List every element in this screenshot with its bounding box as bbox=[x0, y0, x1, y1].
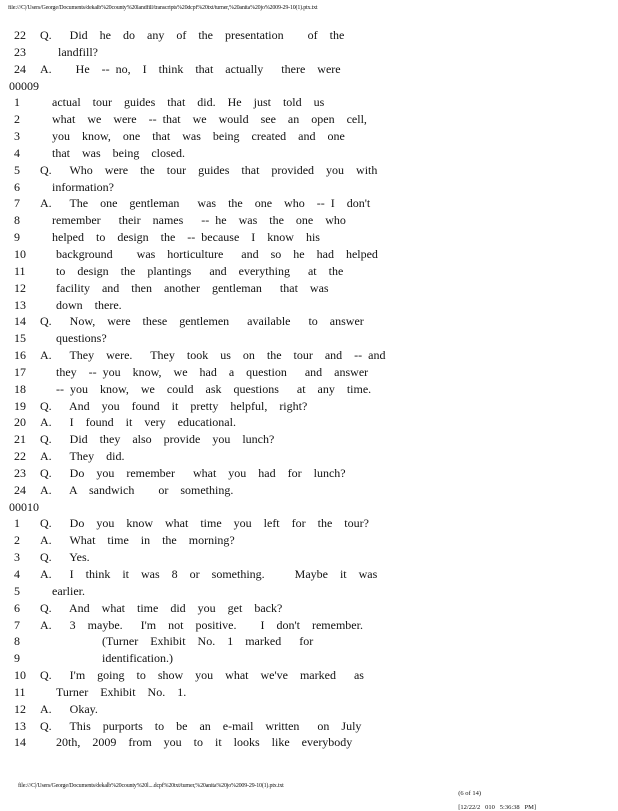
line-number: 10 bbox=[14, 668, 26, 683]
transcript-line bbox=[0, 566, 618, 583]
transcript-line bbox=[0, 499, 618, 516]
line-number: 2 bbox=[14, 533, 20, 548]
line-number: 6 bbox=[14, 179, 20, 194]
transcript-line bbox=[0, 364, 618, 381]
transcript-line bbox=[0, 27, 618, 44]
line-number: 13 bbox=[14, 718, 26, 733]
line-number: 22 bbox=[14, 28, 26, 42]
file-path-header: file:///C|/Users/George/Documents/dekalb%20county%20landfill/transcripts%20dcpf%20txt/turner,%20anita%20jo%2009-29-10(1).ptx.txt bbox=[8, 5, 318, 11]
line-text: A. The one gentleman was the one who -- I don't bbox=[40, 196, 371, 211]
line-number: 23 bbox=[14, 44, 26, 59]
line-text: Q. This purports to be an e-mail written on July bbox=[40, 718, 362, 733]
line-text: Q. And you found it pretty helpful, right? bbox=[40, 398, 308, 413]
line-number: 19 bbox=[14, 398, 26, 413]
line-number: 4 bbox=[14, 567, 20, 581]
line-number: 17 bbox=[14, 364, 26, 379]
line-text: Q. Do you remember what you had for lunch? bbox=[40, 465, 346, 480]
transcript-line bbox=[0, 701, 618, 718]
line-text: Q. Yes. bbox=[40, 550, 90, 565]
line-text: A. I think it was 8 or something. Maybe it was bbox=[40, 567, 378, 581]
line-text: 20th, 2009 from you to it looks like everybody bbox=[56, 735, 353, 750]
line-number: 2 bbox=[14, 112, 20, 127]
line-number: 24 bbox=[14, 482, 26, 497]
line-text: that was being closed. bbox=[52, 145, 185, 160]
transcript-line bbox=[0, 246, 618, 263]
line-text: landfill? bbox=[58, 44, 98, 59]
line-number: 7 bbox=[14, 196, 20, 211]
transcript-line bbox=[0, 145, 618, 162]
line-text: -- you know, we could ask questions at any time. bbox=[56, 381, 372, 396]
transcript-line bbox=[0, 297, 618, 314]
transcript-line bbox=[0, 734, 618, 751]
transcript-body bbox=[0, 27, 618, 751]
line-text: helped to design the -- because I know his bbox=[52, 230, 320, 245]
transcript-line bbox=[0, 61, 618, 78]
line-number: 20 bbox=[14, 415, 26, 430]
transcript-line bbox=[0, 583, 618, 600]
line-number: 3 bbox=[14, 550, 20, 565]
line-number: 11 bbox=[14, 684, 26, 699]
transcript-line bbox=[0, 44, 618, 61]
line-text: A. 3 maybe. I'm not positive. I don't remember. bbox=[40, 617, 363, 632]
line-text: Q. I'm going to show you what we've marked as bbox=[40, 668, 364, 683]
transcript-line bbox=[0, 212, 618, 229]
transcript-line bbox=[0, 515, 618, 532]
transcript-line bbox=[0, 398, 618, 415]
line-text: facility and then another gentleman that was bbox=[56, 280, 329, 295]
line-text: Q. Who were the tour guides that provided you with bbox=[40, 162, 378, 177]
transcript-line bbox=[0, 482, 618, 499]
line-number: 22 bbox=[14, 449, 26, 464]
page-number: 00009 bbox=[9, 78, 39, 93]
line-number: 15 bbox=[14, 331, 26, 346]
line-number: 8 bbox=[14, 634, 20, 649]
transcript-line bbox=[0, 128, 618, 145]
line-text: information? bbox=[52, 179, 114, 194]
line-number: 3 bbox=[14, 129, 20, 144]
line-number: 6 bbox=[14, 600, 20, 615]
line-number: 16 bbox=[14, 348, 26, 363]
line-number: 9 bbox=[14, 651, 20, 666]
line-text: Q. Do you know what time you left for the tour? bbox=[40, 516, 369, 531]
line-text: identification.) bbox=[102, 651, 173, 666]
transcript-line bbox=[0, 431, 618, 448]
line-number: 1 bbox=[14, 516, 20, 531]
line-number: 1 bbox=[14, 95, 20, 110]
transcript-line bbox=[0, 347, 618, 364]
line-text: actual tour guides that did. He just told us bbox=[52, 95, 325, 110]
line-number: 12 bbox=[14, 280, 26, 295]
line-number: 12 bbox=[14, 701, 26, 716]
line-number: 7 bbox=[14, 617, 20, 632]
line-number: 13 bbox=[14, 297, 26, 312]
transcript-line bbox=[0, 600, 618, 617]
line-text: earlier. bbox=[52, 583, 85, 598]
line-text: A. Okay. bbox=[40, 701, 98, 716]
transcript-line bbox=[0, 313, 618, 330]
line-number: 21 bbox=[14, 432, 26, 447]
line-text: Q. Now, were these gentlemen available to answer bbox=[40, 314, 364, 329]
page-count: (6 of 14) bbox=[458, 790, 481, 797]
line-text: Q. Did he do any of the presentation of the bbox=[40, 28, 345, 42]
line-text: remember their names -- he was the one who bbox=[52, 213, 346, 228]
transcript-line bbox=[0, 263, 618, 280]
transcript-line bbox=[0, 465, 618, 482]
transcript-line bbox=[0, 78, 618, 95]
line-number: 11 bbox=[14, 263, 26, 278]
line-text: A. He -- no, I think that actually there were bbox=[40, 61, 341, 76]
line-text: Q. And what time did you get back? bbox=[40, 600, 283, 615]
line-text: they -- you know, we had a question and answer bbox=[56, 364, 369, 379]
transcript-line bbox=[0, 162, 618, 179]
line-text: Turner Exhibit No. 1. bbox=[56, 684, 187, 699]
line-text: A. They were. They took us on the tour and -- and bbox=[40, 348, 386, 363]
line-number: 23 bbox=[14, 465, 26, 480]
line-text: A. I found it very educational. bbox=[40, 415, 236, 430]
line-text: down there. bbox=[56, 297, 122, 312]
page-info-footer bbox=[455, 783, 536, 811]
transcript-line bbox=[0, 111, 618, 128]
line-text: you know, one that was being created and one bbox=[52, 129, 345, 144]
transcript-line bbox=[0, 195, 618, 212]
print-timestamp: [12/22/2 010 5:36:38 PM] bbox=[458, 804, 537, 811]
line-number: 24 bbox=[14, 61, 26, 76]
line-text: A. They did. bbox=[40, 449, 125, 464]
line-text: A. What time in the morning? bbox=[40, 533, 235, 548]
transcript-line bbox=[0, 280, 618, 297]
line-text: Q. Did they also provide you lunch? bbox=[40, 432, 275, 447]
file-path-footer: file:///C|/Users/George/Documents/dekalb%20county%20l....dcpf%20txt/turner,%20anita%20jo%2009-29-10(1).ptx.txt bbox=[18, 783, 284, 789]
line-number: 9 bbox=[14, 230, 20, 245]
transcript-line bbox=[0, 532, 618, 549]
transcript-line bbox=[0, 229, 618, 246]
transcript-line bbox=[0, 718, 618, 735]
transcript-line bbox=[0, 179, 618, 196]
line-number: 18 bbox=[14, 381, 26, 396]
line-text: (Turner Exhibit No. 1 marked for bbox=[102, 634, 314, 649]
line-number: 8 bbox=[14, 213, 20, 228]
transcript-line bbox=[0, 414, 618, 431]
line-text: background was horticulture and so he had helped bbox=[56, 246, 378, 261]
transcript-line bbox=[0, 633, 618, 650]
line-number: 5 bbox=[14, 162, 20, 177]
transcript-line bbox=[0, 667, 618, 684]
transcript-line bbox=[0, 448, 618, 465]
transcript-line bbox=[0, 94, 618, 111]
line-number: 5 bbox=[14, 583, 20, 598]
transcript-line bbox=[0, 330, 618, 347]
transcript-line bbox=[0, 650, 618, 667]
line-number: 10 bbox=[14, 246, 26, 261]
line-number: 14 bbox=[14, 735, 26, 750]
line-text: A. A sandwich or something. bbox=[40, 482, 234, 497]
page-number: 00010 bbox=[9, 499, 39, 514]
line-text: what we were -- that we would see an open cell, bbox=[52, 112, 367, 127]
transcript-line bbox=[0, 381, 618, 398]
line-number: 14 bbox=[14, 314, 26, 329]
line-text: to design the plantings and everything at the bbox=[56, 263, 344, 278]
line-text: questions? bbox=[56, 331, 107, 346]
transcript-line bbox=[0, 617, 618, 634]
line-number: 4 bbox=[14, 145, 20, 160]
transcript-line bbox=[0, 684, 618, 701]
transcript-line bbox=[0, 549, 618, 566]
